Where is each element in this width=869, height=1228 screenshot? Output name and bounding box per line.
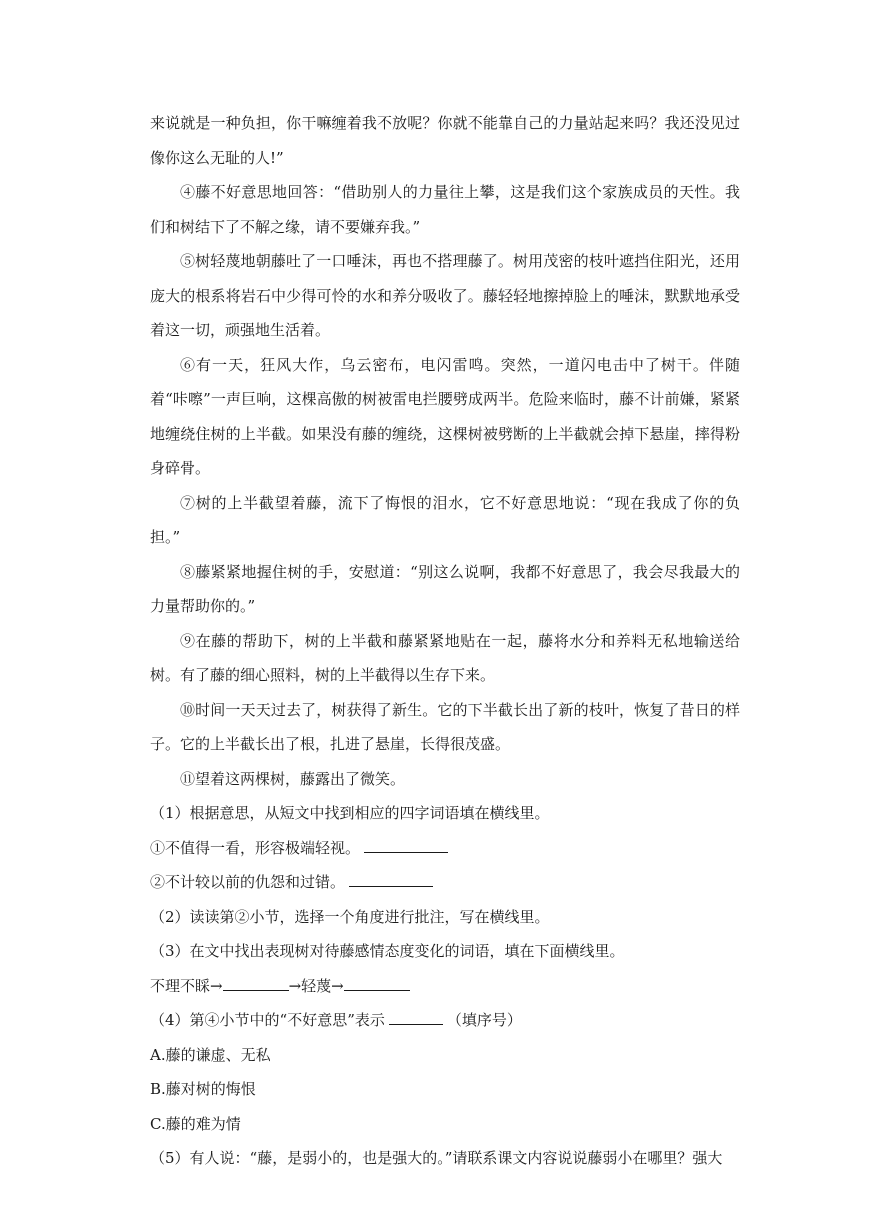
- answer-blank-1b[interactable]: [349, 869, 433, 887]
- answer-blank-1a[interactable]: [364, 835, 448, 853]
- question-2: （2）读读第②小节，选择一个角度进行批注，写在横线里。: [150, 907, 550, 926]
- paragraph-6: ⑥有一天，狂风大作，乌云密布，电闪雷鸣。突然，一道闪电击中了树干。伴随着“咔嚓”一声巨响，这棵高傲的树被雷电拦腰劈成两半。危险来临时，藤不计前嫌，紧紧地缠绕住树的上半截。如果没有藤的缠绕，这棵树被劈断的上半截就会掉下悬崖，摔得粉身碎骨。: [150, 355, 740, 477]
- paragraph-4: ④藤不好意思地回答：“借助别人的力量往上攀，这是我们这个家族成员的天性。我们和树结下了不解之缘，请不要嫌弃我。”: [150, 183, 740, 236]
- chain-start-text: 不理不睬→: [150, 976, 223, 995]
- answer-blank-4[interactable]: [389, 1007, 443, 1025]
- paragraph-8: ⑧藤紧紧地握住树的手，安慰道：“别这么说啊，我都不好意思了，我会尽我最大的力量帮助你的。”: [150, 562, 740, 615]
- question-4: [150, 1003, 740, 1038]
- question-1-item-b: [150, 865, 740, 900]
- paragraph-7: ⑦树的上半截望着藤，流下了悔恨的泪水，它不好意思地说：“现在我成了你的负担。”: [150, 493, 740, 546]
- option-a: A.藤的谦虚、无私: [150, 1045, 271, 1064]
- paragraph-11: ⑪望着这两棵树，藤露出了微笑。: [180, 769, 406, 788]
- question-1: （1）根据意思，从短文中找到相应的四字词语填在横线里。: [150, 804, 550, 822]
- document-content: [150, 106, 740, 1176]
- paragraph-10: ⑩时间一天天过去了，树获得了新生。它的下半截长出了新的枝叶，恢复了昔日的样子。它的上半截长出了根，扎进了悬崖，长得很茂盛。: [150, 700, 740, 753]
- option-b: B.藤对树的悔恨: [150, 1080, 256, 1098]
- question-4-text: （4）第④小节中的“不好意思”表示: [150, 1011, 385, 1029]
- question-1b-text: ②不计较以前的仇怨和过错。: [150, 873, 346, 891]
- chain-middle-text: →轻蔑→: [288, 976, 344, 995]
- answer-blank-3a[interactable]: [223, 973, 289, 991]
- question-3-chain: [150, 969, 740, 1004]
- paragraph-3-continued: 来说就是一种负担，你干嘛缠着我不放呢？你就不能靠自己的力量站起来吗？我还没见过像你这么无耻的人!”: [150, 114, 740, 167]
- paragraph-5: ⑤树轻蔑地朝藤吐了一口唾沫，再也不搭理藤了。树用茂密的枝叶遮挡住阳光，还用庞大的根系将岩石中少得可怜的水和养分吸收了。藤轻轻地擦掉脸上的唾沫，默默地承受着这一切，顽强地生活着。: [150, 252, 740, 339]
- question-5: （5）有人说：“藤，是弱小的，也是强大的。”请联系课文内容说说藤弱小在哪里？强大: [150, 1149, 723, 1167]
- option-c: C.藤的难为情: [150, 1114, 241, 1133]
- question-3: （3）在文中找出表现树对待藤感情态度变化的词语，填在下面横线里。: [150, 942, 625, 960]
- answer-blank-3b[interactable]: [344, 973, 410, 991]
- question-4-tail: （填序号）: [446, 1011, 522, 1029]
- paragraph-9: ⑨在藤的帮助下，树的上半截和藤紧紧地贴在一起，藤将水分和养料无私地输送给树。有了藤的细心照料，树的上半截得以生存下来。: [150, 631, 740, 684]
- question-1-item-a: [150, 831, 740, 866]
- question-1a-text: ①不值得一看，形容极端轻视。: [150, 838, 361, 857]
